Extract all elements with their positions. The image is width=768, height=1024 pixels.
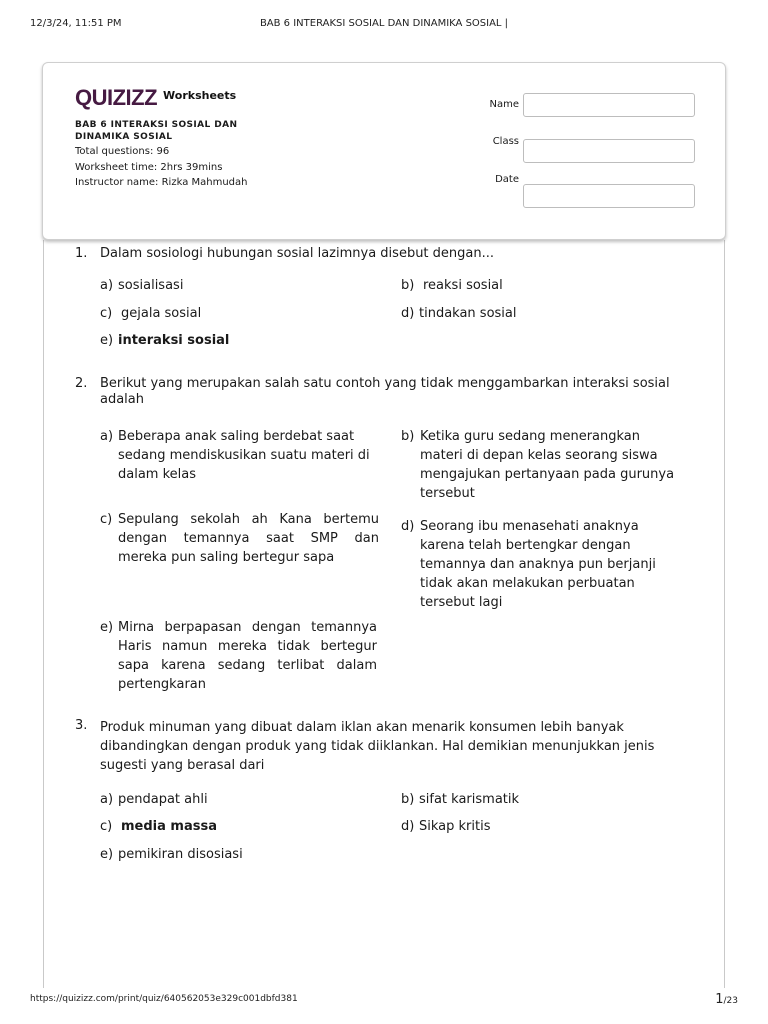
- print-header: [30, 18, 738, 32]
- quizizz-logo: [75, 85, 236, 111]
- logo-subtitle: Worksheets: [163, 89, 237, 102]
- page-frame-left: [43, 240, 44, 988]
- worksheet-title: BAB 6 INTERAKSI SOSIAL DAN DINAMIKA SOSIAL: [75, 120, 238, 142]
- date-field[interactable]: [523, 184, 695, 208]
- name-label: Name: [489, 99, 519, 110]
- total-questions: Total questions: 96: [75, 146, 170, 157]
- question-number: 3.: [75, 718, 88, 733]
- worksheet-time: Worksheet time: 2hrs 39mins: [75, 161, 223, 173]
- print-datetime: 12/3/24, 11:51 PM: [30, 18, 122, 29]
- print-footer: [30, 992, 738, 1010]
- print-url: https://quizizz.com/print/quiz/640562053e329c001dbfd381: [30, 994, 298, 1004]
- print-title: BAB 6 INTERAKSI SOSIAL DAN DINAMIKA SOSIAL |: [259, 18, 509, 29]
- page-frame-right: [724, 240, 725, 988]
- instructor-name: Instructor name: Rizka Mahmudah: [75, 177, 248, 189]
- page-current: 1: [715, 992, 724, 1007]
- question-text: Produk minuman yang dibuat dalam iklan akan menarik konsumen lebih banyak dibandingkan dengan produk yang tidak diiklankan. Hal demikian menunjukkan jenis sugesti yang berasal dari: [100, 720, 655, 773]
- question-number: 1.: [75, 246, 88, 261]
- page-total: /23: [723, 996, 738, 1006]
- date-label: Date: [495, 174, 519, 185]
- page-number: [715, 992, 738, 1007]
- class-label: Class: [492, 136, 519, 147]
- worksheet-header-card: [42, 62, 726, 240]
- worksheet-meta: [75, 144, 275, 191]
- question-number: 2.: [75, 376, 88, 391]
- logo-wordmark: QUIZIZZ: [75, 85, 158, 110]
- question-text: Dalam sosiologi hubungan sosial lazimnya disebut dengan...: [100, 246, 495, 261]
- question-text: Berikut yang merupakan salah satu contoh yang tidak menggambarkan interaksi sosial adalah: [100, 376, 670, 407]
- name-field[interactable]: [523, 93, 695, 117]
- class-field[interactable]: [523, 139, 695, 163]
